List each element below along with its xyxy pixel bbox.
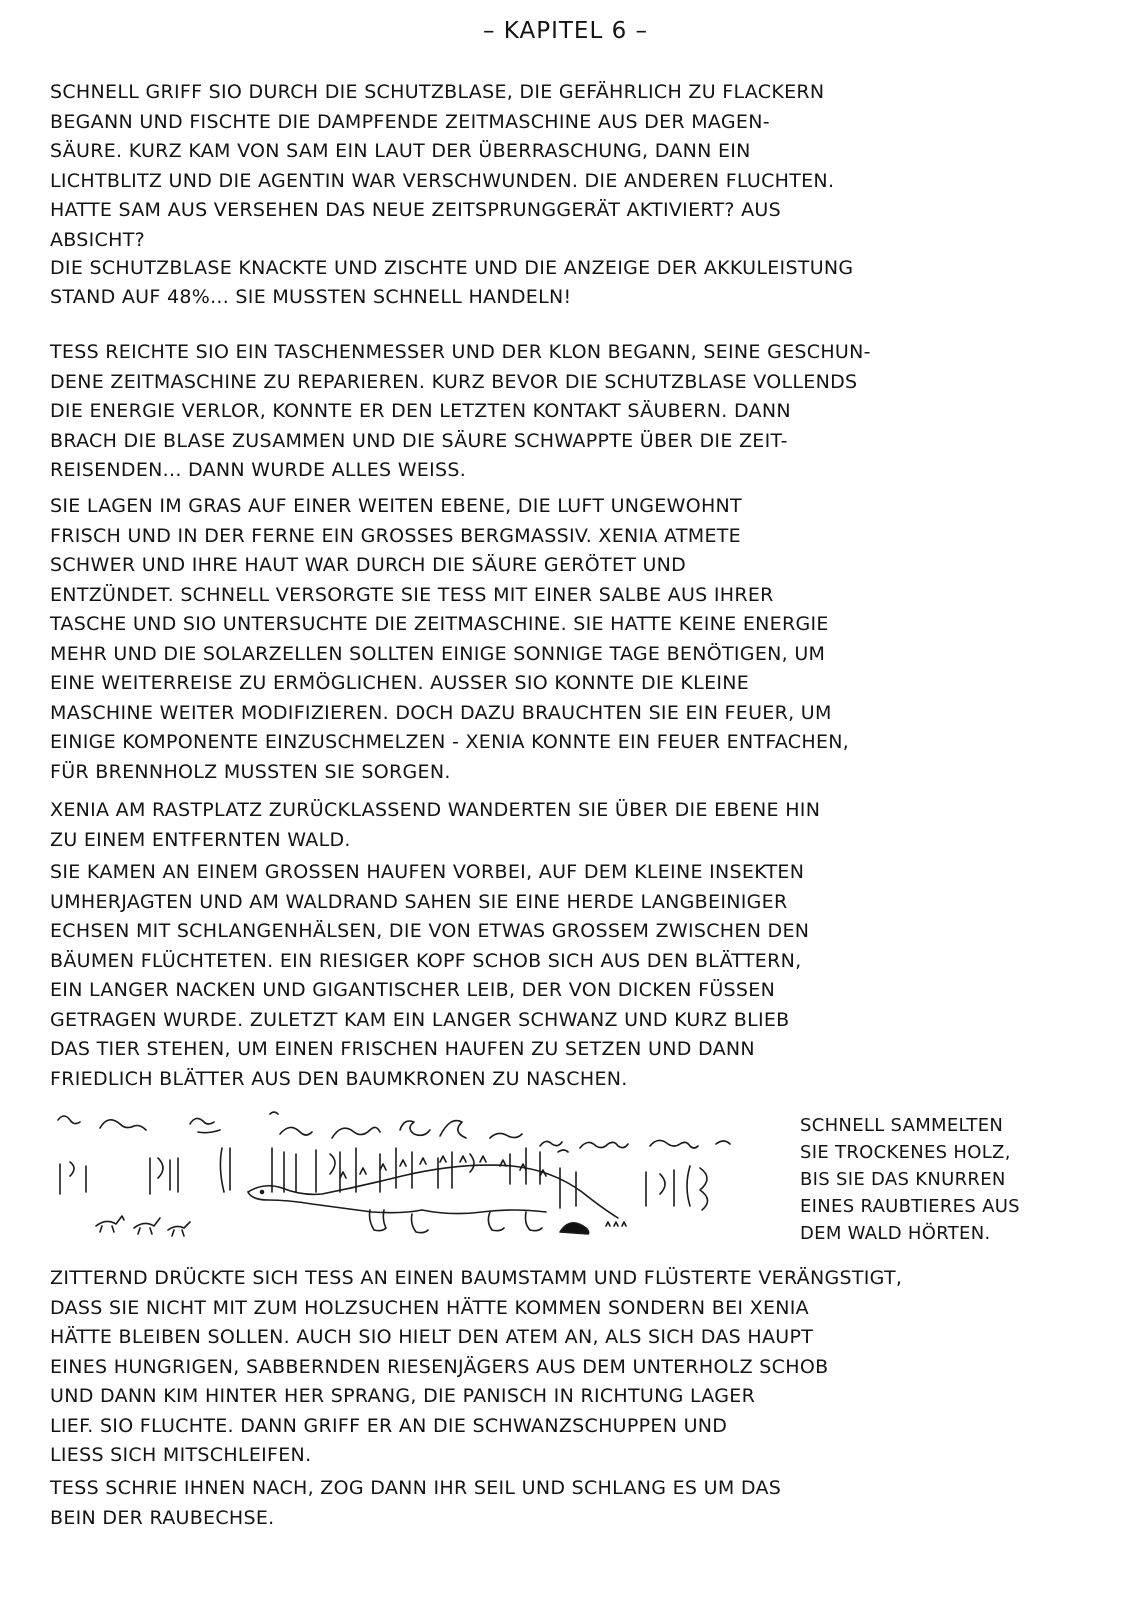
text-line: UND DANN KIM HINTER HER SPRANG, DIE PANISCH IN RICHTUNG LAGER	[50, 1385, 756, 1407]
text-line: BEIN DER RAUBECHSE.	[50, 1506, 275, 1529]
text-line: FRIEDLICH BLÄTTER AUS DEN BAUMKRONEN ZU NASCHEN.	[50, 1067, 628, 1090]
text-line: ENTZÜNDET. SCHNELL VERSORGTE SIE TESS MIT EINER SALBE AUS IHRER	[50, 583, 774, 606]
text-line: EIN LANGER NACKEN UND GIGANTISCHER LEIB, DER VON DICKEN FÜSSEN	[50, 979, 776, 1001]
text-line: BÄUMEN FLÜCHTETEN. EIN RIESIGER KOPF SCHOB SICH AUS DEN BLÄTTERN,	[50, 949, 802, 972]
paragraph-5	[50, 858, 1095, 1094]
text-line: SIE TROCKENES HOLZ,	[800, 1142, 1011, 1163]
paragraph-7	[50, 1474, 1095, 1533]
text-line: STAND AUF 48%... SIE MUSSTEN SCHNELL HANDELN!	[50, 286, 572, 308]
text-line: SCHNELL SAMMELTEN	[800, 1115, 1004, 1136]
text-line: ABSICHT?	[50, 228, 146, 251]
text-line: BIS SIE DAS KNURREN	[800, 1169, 1006, 1190]
text-line: FÜR BRENNHOLZ MUSSTEN SIE SORGEN.	[50, 760, 451, 783]
text-line: SIE KAMEN AN EINEM GROSSEN HAUFEN VORBEI, AUF DEM KLEINE INSEKTEN	[50, 861, 805, 883]
text-line: ZU EINEM ENTFERNTEN WALD.	[50, 828, 351, 851]
chapter-title: – KAPITEL 6 –	[482, 18, 649, 44]
text-line: LIESS SICH MITSCHLEIFEN.	[50, 1444, 312, 1466]
text-line: BEGANN UND FISCHTE DIE DAMPFENDE ZEITMASCHINE AUS DER MAGEN-	[50, 110, 770, 133]
text-line: LIEF. SIO FLUCHTE. DANN GRIFF ER AN DIE SCHWANZSCHUPPEN UND	[50, 1414, 728, 1437]
text-line: FRISCH UND IN DER FERNE EIN GROSSES BERGMASSIV. XENIA ATMETE	[50, 524, 741, 547]
text-line: HÄTTE BLEIBEN SOLLEN. AUCH SIO HIELT DEN ATEM AN, ALS SICH DAS HAUPT	[50, 1326, 814, 1348]
text-line: LICHTBLITZ UND DIE AGENTIN WAR VERSCHWUNDEN. DIE ANDEREN FLUCHTEN.	[50, 169, 835, 192]
text-line: UMHERJAGTEN UND AM WALDRAND SAHEN SIE EINE HERDE LANGBEINIGER	[50, 890, 788, 913]
paragraph-6	[50, 1264, 1095, 1471]
text-line: DIE ENERGIE VERLOR, KONNTE ER DEN LETZTEN KONTAKT SÄUBERN. DANN	[50, 400, 791, 422]
text-line: DEM WALD HÖRTEN.	[800, 1223, 991, 1244]
text-line: HATTE SAM AUS VERSEHEN DAS NEUE ZEITSPRUNGGERÄT AKTIVIERT? AUS	[50, 199, 781, 221]
text-line: XENIA AM RASTPLATZ ZURÜCKLASSEND WANDERTEN SIE ÜBER DIE EBENE HIN	[50, 799, 821, 821]
text-line: REISENDEN... DANN WURDE ALLES WEISS.	[50, 459, 467, 481]
text-line: SCHNELL GRIFF SIO DURCH DIE SCHUTZBLASE, DIE GEFÄHRLICH ZU FLACKERN	[50, 81, 825, 103]
text-line: DAS TIER STEHEN, UM EINEN FRISCHEN HAUFEN ZU SETZEN UND DANN	[50, 1038, 755, 1060]
text-line: TESS SCHRIE IHNEN NACH, ZOG DANN IHR SEIL UND SCHLANG ES UM DAS	[50, 1477, 782, 1499]
text-line: GETRAGEN WURDE. ZULETZT KAM EIN LANGER SCHWANZ UND KURZ BLIEB	[50, 1008, 790, 1031]
dinosaur-sketch	[40, 1108, 770, 1248]
text-line: EINIGE KOMPONENTE EINZUSCHMELZEN - XENIA KONNTE EIN FEUER ENTFACHEN,	[50, 731, 850, 753]
paragraph-2	[50, 338, 1095, 486]
text-line: MASCHINE WEITER MODIFIZIEREN. DOCH DAZU BRAUCHTEN SIE EIN FEUER, UM	[50, 701, 832, 724]
text-line: TASCHE UND SIO UNTERSUCHTE DIE ZEITMASCHINE. SIE HATTE KEINE ENERGIE	[50, 613, 829, 635]
text-line: DASS SIE NICHT MIT ZUM HOLZSUCHEN HÄTTE KOMMEN SONDERN BEI XENIA	[50, 1296, 809, 1319]
text-line: SÄURE. KURZ KAM VON SAM EIN LAUT DER ÜBERRASCHUNG, DANN EIN	[50, 140, 751, 162]
text-line: EINE WEITERREISE ZU ERMÖGLICHEN. AUSSER SIO KONNTE DIE KLEINE	[50, 672, 750, 694]
text-line: EINES RAUBTIERES AUS	[800, 1196, 1020, 1217]
paragraph-1	[50, 78, 1095, 313]
text-line: SIE LAGEN IM GRAS AUF EINER WEITEN EBENE, DIE LUFT UNGEWOHNT	[50, 495, 742, 517]
text-line: ECHSEN MIT SCHLANGENHÄLSEN, DIE VON ETWAS GROSSEM ZWISCHEN DEN	[50, 920, 810, 942]
sketch-side-text	[800, 1112, 1100, 1247]
paragraph-4	[50, 796, 1095, 855]
paragraph-3	[50, 492, 1095, 787]
text-line: TESS REICHTE SIO EIN TASCHENMESSER UND DER KLON BEGANN, SEINE GESCHUN-	[50, 341, 871, 363]
text-line: EINES HUNGRIGEN, SABBERNDEN RIESENJÄGERS AUS DEM UNTERHOLZ SCHOB	[50, 1355, 829, 1378]
text-line: SCHWER UND IHRE HAUT WAR DURCH DIE SÄURE GERÖTET UND	[50, 554, 687, 576]
text-line: BRACH DIE BLASE ZUSAMMEN UND DIE SÄURE SCHWAPPTE ÜBER DIE ZEIT-	[50, 429, 788, 452]
text-line: DENE ZEITMASCHINE ZU REPARIEREN. KURZ BEVOR DIE SCHUTZBLASE VOLLENDS	[50, 370, 858, 393]
text-line: DIE SCHUTZBLASE KNACKTE UND ZISCHTE UND DIE ANZEIGE DER AKKULEISTUNG	[50, 256, 854, 279]
text-line: ZITTERND DRÜCKTE SICH TESS AN EINEN BAUMSTAMM UND FLÜSTERTE VERÄNGSTIGT,	[50, 1267, 903, 1289]
text-line: MEHR UND DIE SOLARZELLEN SOLLTEN EINIGE SONNIGE TAGE BENÖTIGEN, UM	[50, 642, 826, 665]
